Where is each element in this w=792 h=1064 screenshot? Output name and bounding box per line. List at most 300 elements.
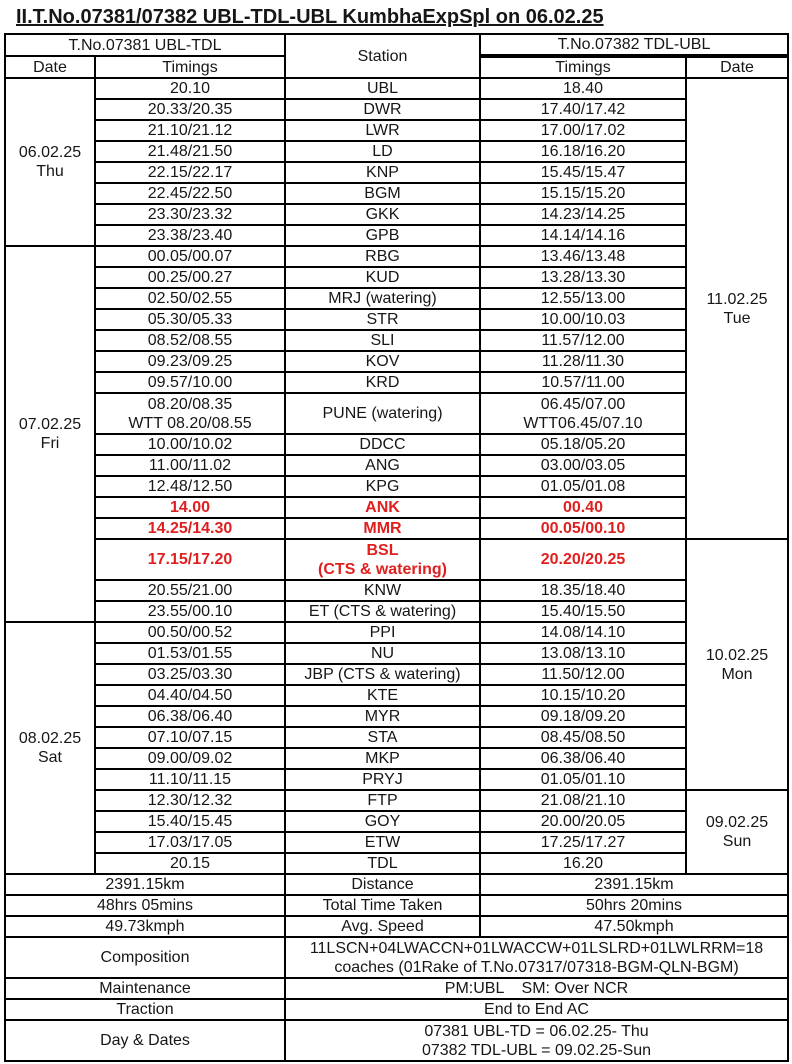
summary-value-text: 50hrs 20mins (585, 897, 683, 914)
departure-timing-cell (95, 601, 285, 622)
timing-text: 03.00/03.05 (540, 457, 626, 474)
timing-text: 05.18/05.20 (540, 436, 626, 453)
timing-text: 00.25/00.27 (147, 269, 233, 286)
departure-timing-cell (95, 309, 285, 330)
left-date-cell (5, 246, 95, 622)
departure-timing-cell (95, 78, 285, 99)
timing-text: 11.57/12.00 (541, 332, 625, 349)
station-row (5, 518, 788, 539)
station-cell (285, 580, 480, 601)
station-row (5, 664, 788, 685)
timing-text: 10.00/10.03 (540, 311, 626, 328)
timing-text: 12.55/13.00 (540, 290, 626, 307)
station-cell (285, 727, 480, 748)
date-text: 11.02.25 (706, 290, 768, 308)
station-cell (285, 748, 480, 769)
station-row (5, 748, 788, 769)
day-text: Sun (722, 833, 752, 850)
station-row (5, 434, 788, 455)
station-row (5, 497, 788, 518)
station-row (5, 99, 788, 120)
station-text: STA (367, 729, 398, 746)
station-row (5, 120, 788, 141)
timing-text: 01.05/01.08 (540, 478, 626, 495)
timing-text: 08.20/08.35 (147, 395, 233, 413)
station-text: BGM (364, 185, 401, 202)
departure-timing-cell (95, 455, 285, 476)
station-row (5, 267, 788, 288)
timing-text: 23.38/23.40 (147, 227, 233, 244)
timing-text: 23.30/23.32 (147, 206, 233, 223)
station-cell (285, 539, 480, 580)
station-text: BSL (366, 541, 399, 559)
departure-timing-cell (95, 267, 285, 288)
station-text: KPG (365, 478, 400, 495)
timing-text: 17.15/17.20 (147, 551, 233, 568)
arrival-timing-cell (480, 204, 686, 225)
arrival-timing-cell (480, 811, 686, 832)
station-row (5, 225, 788, 246)
timing-text: 17.00/17.02 (540, 122, 626, 139)
summary-right-value-cell (480, 874, 788, 895)
timing-wtt-text: WTT 08.20/08.55 (128, 414, 252, 432)
departure-timing-cell (95, 664, 285, 685)
info-label-text: Maintenance (99, 980, 191, 997)
arrival-timing-cell (480, 267, 686, 288)
station-cell (285, 434, 480, 455)
timing-text: 01.53/01.55 (147, 645, 233, 662)
info-row (5, 999, 788, 1020)
station-cell (285, 664, 480, 685)
arrival-timing-cell (480, 372, 686, 393)
info-label-cell (5, 978, 285, 999)
station-text: LD (372, 143, 393, 160)
timing-text: 21.08/21.10 (540, 792, 626, 809)
timing-text: 20.33/20.35 (147, 101, 233, 118)
timing-text: 15.40/15.45 (147, 813, 233, 830)
timing-text: 18.35/18.40 (540, 582, 626, 599)
timing-text: 06.38/06.40 (147, 708, 233, 725)
info-row (5, 937, 788, 978)
station-cell (285, 476, 480, 497)
summary-row (5, 895, 788, 916)
timings-header-right: Timings (480, 56, 686, 78)
station-row (5, 727, 788, 748)
timetable (4, 33, 789, 1062)
arrival-timing-cell (480, 455, 686, 476)
station-cell (285, 351, 480, 372)
station-row (5, 246, 788, 267)
timing-text: 17.40/17.42 (540, 101, 626, 118)
departure-timing-cell (95, 183, 285, 204)
departure-timing-cell (95, 351, 285, 372)
departure-timing-cell (95, 769, 285, 790)
summary-value-text: 49.73kmph (105, 918, 185, 935)
timing-text: 02.50/02.55 (147, 290, 233, 307)
date-text: 07.02.25 (18, 416, 82, 433)
info-value-text: coaches (01Rake of T.No.07317/07318-BGM-QLN-BGM) (334, 958, 739, 976)
timing-text: 20.20/20.25 (540, 551, 626, 568)
station-text: ET (CTS & watering) (308, 603, 457, 620)
arrival-timing-cell (480, 790, 686, 811)
day-text: Sat (37, 749, 62, 766)
station-row (5, 539, 788, 580)
timing-text: 16.18/16.20 (540, 143, 626, 160)
summary-row (5, 874, 788, 895)
arrival-timing-cell (480, 685, 686, 706)
station-text: MMR (363, 520, 402, 537)
departure-timing-cell (95, 832, 285, 853)
station-row (5, 183, 788, 204)
timing-text: 09.23/09.25 (147, 353, 233, 370)
departure-timing-cell (95, 225, 285, 246)
arrival-timing-cell (480, 309, 686, 330)
timing-text: 09.18/09.20 (540, 708, 626, 725)
station-text: LWR (365, 122, 400, 139)
summary-row (5, 916, 788, 937)
summary-right-value-cell (480, 895, 788, 916)
station-text: GOY (364, 813, 401, 830)
departure-timing-cell (95, 99, 285, 120)
departure-timing-cell (95, 685, 285, 706)
timing-text: 12.30/12.32 (147, 792, 233, 809)
departure-timing-cell (95, 246, 285, 267)
departure-timing-cell (95, 497, 285, 518)
timing-wtt-text: WTT06.45/07.10 (523, 414, 643, 432)
timing-text: 14.00 (169, 499, 211, 516)
arrival-timing-cell (480, 225, 686, 246)
arrival-timing-cell (480, 330, 686, 351)
station-header: Station (285, 34, 480, 78)
station-note-text: (CTS & watering) (318, 560, 447, 578)
station-text: KNW (363, 582, 402, 599)
day-text: Tue (723, 309, 751, 327)
timing-text: 14.25/14.30 (147, 520, 233, 537)
station-row (5, 769, 788, 790)
summary-value-text: 48hrs 05mins (96, 897, 194, 914)
station-row (5, 455, 788, 476)
timing-text: 15.40/15.50 (540, 603, 626, 620)
station-row (5, 580, 788, 601)
timing-text: 11.50/12.00 (541, 666, 625, 683)
station-cell (285, 78, 480, 99)
timing-text: 11.28/11.30 (541, 353, 625, 370)
timing-text: 14.23/14.25 (540, 206, 626, 223)
arrival-timing-cell (480, 832, 686, 853)
timing-text: 22.45/22.50 (147, 185, 233, 202)
date-header-right: Date (686, 56, 788, 78)
station-text: GPB (365, 227, 400, 244)
timing-text: 13.08/13.10 (540, 645, 626, 662)
departure-timing-cell (95, 204, 285, 225)
date-text: 09.02.25 (705, 814, 769, 831)
page-title: II.T.No.07381/07382 UBL-TDL-UBL KumbhaExpSpl on 06.02.25 (16, 6, 604, 28)
station-cell (285, 141, 480, 162)
station-row (5, 790, 788, 811)
station-text: ANK (365, 499, 400, 516)
arrival-timing-cell (480, 853, 686, 874)
station-cell (285, 706, 480, 727)
station-row (5, 78, 788, 99)
station-text: KTE (366, 687, 399, 704)
station-text: DWR (363, 101, 402, 118)
station-row (5, 832, 788, 853)
station-cell (285, 518, 480, 539)
station-row (5, 288, 788, 309)
station-text: MKP (365, 750, 400, 767)
info-value-text: 07382 TDL-UBL = 09.02.25-Sun (421, 1041, 652, 1059)
summary-value-text: 2391.15km (105, 876, 185, 893)
timetable-body (5, 78, 788, 1061)
summary-left-value-cell (5, 895, 285, 916)
station-cell (285, 601, 480, 622)
timing-text: 23.55/00.10 (147, 603, 233, 620)
arrival-timing-cell (480, 706, 686, 727)
station-cell (285, 309, 480, 330)
station-text: KOV (365, 353, 400, 370)
left-train-header: T.No.07381 UBL-TDL (5, 34, 285, 56)
arrival-timing-cell (480, 643, 686, 664)
station-row (5, 685, 788, 706)
timing-text: 16.20 (562, 855, 604, 872)
station-cell (285, 225, 480, 246)
arrival-timing-cell (480, 748, 686, 769)
info-value-text: 07381 UBL-TD = 06.02.25- Thu (424, 1022, 649, 1040)
day-text: Fri (40, 435, 60, 452)
station-cell (285, 832, 480, 853)
timing-text: 00.50/00.52 (147, 624, 233, 641)
station-row (5, 853, 788, 874)
arrival-timing-cell (480, 246, 686, 267)
departure-timing-cell (95, 518, 285, 539)
info-label-cell (5, 999, 285, 1020)
departure-timing-cell (95, 162, 285, 183)
info-value-cell (285, 978, 788, 999)
station-text: MRJ (watering) (328, 290, 437, 307)
departure-timing-cell (95, 120, 285, 141)
arrival-timing-cell (480, 120, 686, 141)
arrival-timing-cell (480, 518, 686, 539)
timetable-header (5, 34, 788, 78)
arrival-timing-cell (480, 162, 686, 183)
summary-right-value-cell (480, 916, 788, 937)
departure-timing-cell (95, 372, 285, 393)
station-row (5, 476, 788, 497)
timing-text: 00.05/00.07 (147, 248, 233, 265)
station-cell (285, 497, 480, 518)
station-row (5, 330, 788, 351)
timing-text: 22.15/22.17 (147, 164, 233, 181)
arrival-timing-cell (480, 183, 686, 204)
station-text: NU (370, 645, 395, 662)
station-cell (285, 790, 480, 811)
timing-text: 17.03/17.05 (147, 834, 233, 851)
station-cell (285, 120, 480, 141)
info-value-text: 11LSCN+04LWACCN+01LWACCW+01LSLRD+01LWLRRM=18 (309, 939, 764, 957)
timings-header-left: Timings (95, 56, 285, 78)
summary-label-cell (285, 895, 480, 916)
arrival-timing-cell (480, 664, 686, 685)
station-text: TDL (367, 855, 398, 872)
arrival-timing-cell (480, 622, 686, 643)
departure-timing-cell (95, 539, 285, 580)
timing-text: 20.00/20.05 (540, 813, 626, 830)
day-text: Thu (36, 163, 64, 180)
station-cell (285, 246, 480, 267)
timing-text: 09.00/09.02 (147, 750, 233, 767)
info-value-text: End to End AC (484, 1001, 589, 1018)
arrival-timing-cell (480, 580, 686, 601)
station-text: UBL (366, 80, 399, 97)
timing-text: 10.15/10.20 (540, 687, 626, 704)
arrival-timing-cell (480, 288, 686, 309)
timing-text: 15.45/15.47 (540, 164, 626, 181)
arrival-timing-cell (480, 769, 686, 790)
summary-value-text: 2391.15km (594, 876, 674, 893)
timing-text: 20.10 (169, 80, 211, 97)
summary-left-value-cell (5, 874, 285, 895)
station-cell (285, 811, 480, 832)
station-text: GKK (365, 206, 400, 223)
info-label-cell (5, 937, 285, 978)
departure-timing-cell (95, 393, 285, 434)
timing-text: 08.45/08.50 (540, 729, 626, 746)
timing-text: 21.48/21.50 (147, 143, 233, 160)
station-cell (285, 643, 480, 664)
summary-label-cell (285, 916, 480, 937)
station-text: JBP (CTS & watering) (304, 666, 461, 683)
timing-text: 12.48/12.50 (147, 478, 233, 495)
station-row (5, 601, 788, 622)
departure-timing-cell (95, 748, 285, 769)
station-text: PPI (369, 624, 396, 641)
station-cell (285, 288, 480, 309)
station-text: MYR (364, 708, 401, 725)
timing-text: 06.38/06.40 (540, 750, 626, 767)
right-train-header: T.No.07382 TDL-UBL (480, 34, 788, 56)
departure-timing-cell (95, 476, 285, 497)
arrival-timing-cell (480, 727, 686, 748)
departure-timing-cell (95, 727, 285, 748)
station-row (5, 162, 788, 183)
timing-text: 00.05/00.10 (540, 520, 626, 537)
timing-text: 04.40/04.50 (147, 687, 233, 704)
timing-text: 06.45/07.00 (540, 395, 626, 413)
station-row (5, 393, 788, 434)
station-cell (285, 685, 480, 706)
summary-label-text: Total Time Taken (322, 897, 443, 914)
station-text: STR (366, 311, 399, 328)
station-cell (285, 622, 480, 643)
timing-text: 14.14/14.16 (540, 227, 626, 244)
left-date-cell (5, 78, 95, 246)
timing-text: 21.10/21.12 (147, 122, 233, 139)
departure-timing-cell (95, 811, 285, 832)
timing-text: 14.08/14.10 (540, 624, 626, 641)
station-cell (285, 162, 480, 183)
timing-text: 15.15/15.20 (540, 185, 626, 202)
info-label-cell (5, 1020, 285, 1061)
timing-text: 13.46/13.48 (540, 248, 626, 265)
station-row (5, 706, 788, 727)
station-cell (285, 204, 480, 225)
date-text: 10.02.25 (705, 646, 769, 664)
info-row (5, 978, 788, 999)
timing-text: 18.40 (562, 80, 604, 97)
timing-text: 11.10/11.15 (148, 771, 232, 788)
timing-text: 08.52/08.55 (147, 332, 233, 349)
departure-timing-cell (95, 141, 285, 162)
left-date-cell (5, 622, 95, 874)
station-row (5, 204, 788, 225)
departure-timing-cell (95, 706, 285, 727)
arrival-timing-cell (480, 539, 686, 580)
timing-text: 00.40 (562, 499, 604, 516)
info-label-text: Composition (100, 949, 190, 966)
timing-text: 20.15 (169, 855, 211, 872)
timing-text: 10.00/10.02 (147, 436, 233, 453)
departure-timing-cell (95, 434, 285, 455)
date-text: 06.02.25 (18, 144, 82, 161)
station-text: DDCC (359, 436, 406, 453)
arrival-timing-cell (480, 78, 686, 99)
station-text: ANG (365, 457, 400, 474)
timing-text: 05.30/05.33 (147, 311, 233, 328)
header-group-row (5, 34, 788, 56)
station-text: PUNE (watering) (322, 405, 443, 422)
arrival-timing-cell (480, 141, 686, 162)
station-cell (285, 330, 480, 351)
arrival-timing-cell (480, 434, 686, 455)
timing-text: 17.25/17.27 (540, 834, 626, 851)
station-text: KNP (366, 164, 399, 181)
station-cell (285, 99, 480, 120)
info-value-cell (285, 937, 788, 978)
station-cell (285, 769, 480, 790)
station-row (5, 811, 788, 832)
station-text: KUD (365, 269, 400, 286)
station-cell (285, 393, 480, 434)
departure-timing-cell (95, 330, 285, 351)
station-cell (285, 267, 480, 288)
timing-text: 10.57/11.00 (541, 374, 625, 391)
timing-text: 13.28/13.30 (540, 269, 626, 286)
departure-timing-cell (95, 790, 285, 811)
arrival-timing-cell (480, 351, 686, 372)
day-text: Mon (721, 665, 753, 683)
departure-timing-cell (95, 622, 285, 643)
station-row (5, 622, 788, 643)
right-date-cell (686, 790, 788, 874)
info-row (5, 1020, 788, 1061)
station-text: FTP (367, 792, 398, 809)
station-row (5, 372, 788, 393)
info-value-cell (285, 1020, 788, 1061)
departure-timing-cell (95, 853, 285, 874)
summary-left-value-cell (5, 916, 285, 937)
timing-text: 07.10/07.15 (147, 729, 233, 746)
arrival-timing-cell (480, 476, 686, 497)
timing-text: 11.00/11.02 (148, 457, 232, 474)
station-text: ETW (364, 834, 401, 851)
station-row (5, 643, 788, 664)
station-row (5, 351, 788, 372)
station-row (5, 141, 788, 162)
summary-label-cell (285, 874, 480, 895)
station-row (5, 309, 788, 330)
station-cell (285, 853, 480, 874)
right-date-cell (686, 78, 788, 539)
